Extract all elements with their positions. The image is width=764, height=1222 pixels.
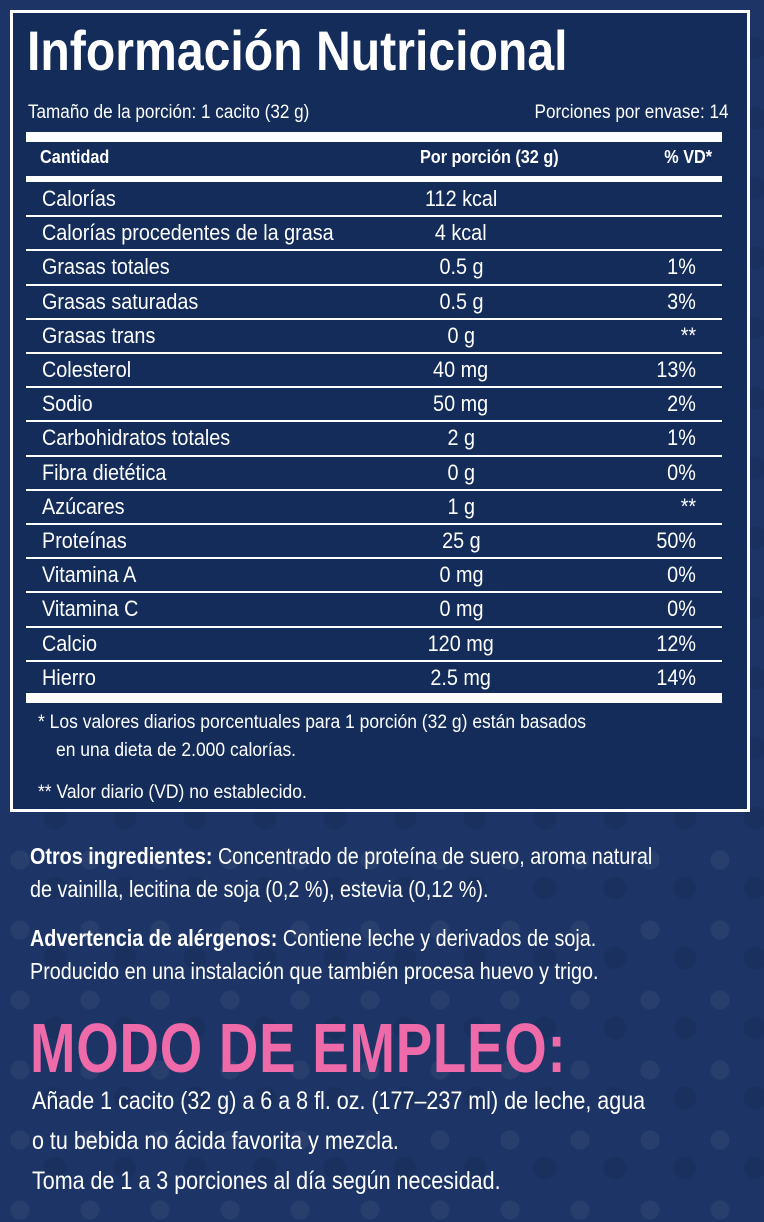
nutrient-row	[26, 319, 722, 353]
row-divider	[26, 386, 722, 388]
nutrient-name: Carbohidratos totales	[42, 425, 231, 451]
allergens-text-1: Contiene leche y derivados de soja.	[282, 925, 597, 951]
nutrient-amount-value: 0 g	[447, 322, 475, 348]
nutrient-dv: 0%	[667, 459, 696, 485]
nutrient-amount-value: 0 g	[447, 459, 475, 485]
footnote-dv-line-1: * Los valores diarios porcentuales para 1 porción (32 g) están basados	[38, 712, 587, 733]
nutrient-name: Hierro	[42, 664, 96, 690]
table-bottom-rule	[26, 693, 722, 703]
footnote-dv-line-2: en una dieta de 2.000 calorías.	[56, 740, 297, 761]
nutrient-row	[26, 456, 722, 490]
nutrient-dv: 1%	[667, 425, 696, 451]
ingredients-label: Otros ingredientes:	[30, 843, 213, 869]
nutrient-dv: 3%	[667, 288, 696, 314]
serving-size: Tamaño de la porción: 1 cacito (32 g)	[28, 102, 310, 123]
usage-line-2: o tu bebida no ácida favorita y mezcla.	[32, 1127, 399, 1155]
nutrient-row	[26, 285, 722, 319]
nutrient-name: Calorías procedentes de la grasa	[42, 220, 334, 246]
nutrient-name: Colesterol	[42, 357, 132, 382]
nutrient-name: Grasas saturadas	[42, 288, 199, 314]
row-divider	[26, 215, 722, 217]
nutrient-name: Sodio	[42, 391, 93, 417]
row-divider	[26, 318, 722, 320]
header-amount: Cantidad	[40, 147, 110, 167]
nutrient-dv: **	[680, 493, 696, 519]
nutrition-title: Información Nutricional	[27, 19, 568, 82]
row-divider	[26, 626, 722, 628]
nutrient-name: Vitamina A	[42, 562, 137, 588]
nutrient-name: Grasas trans	[42, 322, 156, 348]
allergens-line-1	[30, 922, 596, 955]
nutrient-amount-value: 120 mg	[427, 630, 495, 656]
ingredients-line-2: de vainilla, lecitina de soja (0,2 %), estevia (0,12 %).	[30, 876, 489, 902]
nutrient-name: Azúcares	[42, 493, 125, 519]
usage-title: MODO DE EMPLEO:	[30, 1009, 567, 1087]
header-dv: % VD*	[664, 147, 712, 167]
nutrient-dv: 0%	[667, 596, 696, 622]
nutrient-amount-value: 50 mg	[433, 391, 489, 417]
nutrient-row	[26, 250, 722, 284]
nutrient-amount-value: 112 kcal	[424, 186, 498, 211]
nutrient-amount-value: 2.5 mg	[430, 664, 492, 690]
row-divider	[26, 660, 722, 662]
nutrient-amount-value: 4 kcal	[435, 220, 487, 246]
allergens-label: Advertencia de alérgenos:	[30, 925, 278, 951]
row-divider	[26, 352, 722, 354]
nutrient-dv: 12%	[656, 630, 696, 656]
nutrient-dv: 50%	[656, 528, 696, 553]
row-divider	[26, 557, 722, 559]
row-divider	[26, 489, 722, 491]
nutrient-dv: 0%	[667, 562, 696, 588]
usage-line-3: Toma de 1 a 3 porciones al día según necesidad.	[32, 1167, 501, 1195]
nutrient-name: Calorías	[42, 186, 116, 211]
ingredients-text-1: Concentrado de proteína de suero, aroma natural	[217, 843, 653, 869]
nutrient-name: Calcio	[42, 630, 98, 656]
nutrient-dv: 13%	[656, 357, 696, 382]
nutrient-amount-value: 2 g	[447, 425, 475, 451]
nutrient-row	[26, 216, 722, 250]
nutrient-row	[26, 524, 722, 558]
nutrient-dv: 14%	[656, 664, 696, 690]
nutrient-amount-value: 0.5 g	[438, 254, 484, 280]
nutrient-row	[26, 353, 722, 387]
nutrient-row	[26, 421, 722, 455]
header-per-serving: Por porción (32 g)	[420, 147, 559, 167]
nutrient-amount-value: 25 g	[441, 528, 481, 553]
nutrient-row	[26, 592, 722, 626]
nutrient-name: Fibra dietética	[42, 459, 167, 485]
nutrient-dv: 1%	[667, 254, 696, 280]
row-divider	[26, 523, 722, 525]
allergens-line-2: Producido en una instalación que también procesa huevo y trigo.	[30, 958, 599, 984]
nutrient-amount-value: 1 g	[447, 493, 475, 519]
nutrient-dv: 2%	[667, 391, 696, 417]
nutrient-amount-value: 40 mg	[433, 357, 489, 382]
row-divider	[26, 284, 722, 286]
row-divider	[26, 420, 722, 422]
nutrient-name: Grasas totales	[42, 254, 170, 280]
nutrient-amount-value: 0 mg	[438, 596, 484, 622]
nutrient-name: Vitamina C	[42, 596, 139, 622]
ingredients-line-1	[30, 840, 652, 873]
usage-line-1: Añade 1 cacito (32 g) a 6 a 8 fl. oz. (177–237 ml) de leche, agua	[32, 1087, 646, 1115]
servings-per-container: Porciones por envase: 14	[534, 102, 728, 123]
nutrient-name: Proteínas	[42, 528, 127, 553]
row-divider	[26, 249, 722, 251]
nutrient-amount-value: 0.5 g	[438, 288, 484, 314]
nutrient-row	[26, 182, 722, 216]
nutrient-row	[26, 558, 722, 592]
nutrient-amount-value: 0 mg	[438, 562, 484, 588]
row-divider	[26, 591, 722, 593]
row-divider	[26, 455, 722, 457]
header-rule	[26, 132, 722, 142]
nutrient-row	[26, 490, 722, 524]
nutrient-row	[26, 661, 722, 695]
footnote-not-established: ** Valor diario (VD) no establecido.	[38, 782, 307, 803]
nutrient-row	[26, 387, 722, 421]
nutrient-dv: **	[680, 322, 696, 348]
nutrient-row	[26, 627, 722, 661]
